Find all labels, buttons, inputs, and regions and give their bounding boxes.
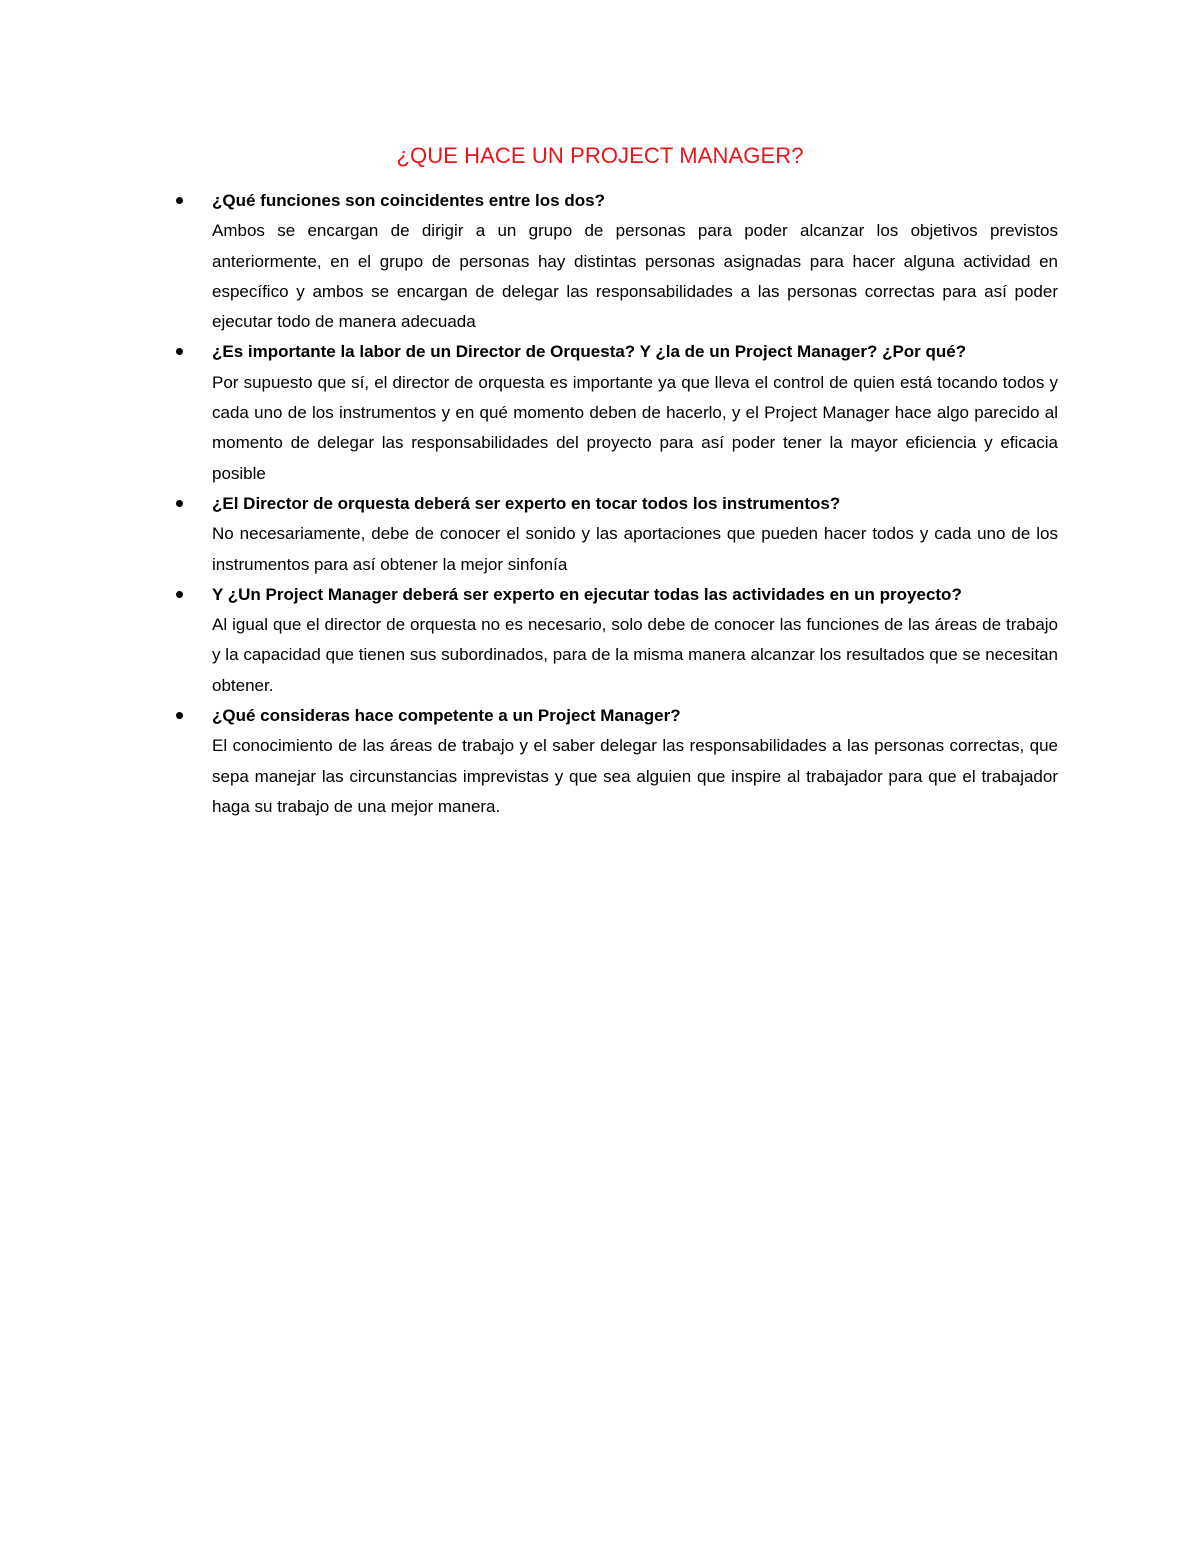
question-text: ¿Qué funciones son coincidentes entre los dos? [212, 191, 605, 210]
bullet-icon [176, 197, 183, 204]
list-item [172, 580, 1058, 701]
answer-text: Ambos se encargan de dirigir a un grupo de personas para poder alcanzar los objetivos previstos anteriormente, en el grupo de personas hay distintas personas asignadas para hacer alguna actividad en específico y ambos se encargan de delegar las responsabilidades a las personas correctas para así poder ejecutar todo de manera adecuada [212, 221, 1058, 332]
answer-text: Por supuesto que sí, el director de orquesta es importante ya que lleva el control de quien está tocando todos y cada uno de los instrumentos y en qué momento deben de hacerlo, y el Project Manager hace algo parecido al momento de delegar las responsabilidades del proyecto para así poder tener la mayor eficiencia y eficacia posible [212, 372, 1058, 483]
answer-text: El conocimiento de las áreas de trabajo y el saber delegar las responsabilidades a las personas correctas, que sepa manejar las circunstancias imprevistas y que sea alguien que inspire al trabajador para que el trabajador haga su trabajo de una mejor manera. [212, 736, 1058, 816]
question-text: Y ¿Un Project Manager deberá ser experto en ejecutar todas las actividades en un proyecto? [212, 584, 962, 604]
list-item [172, 701, 1058, 822]
bullet-icon [176, 348, 183, 355]
list-item [172, 186, 1058, 337]
bullet-icon [176, 591, 183, 598]
bullet-icon [176, 500, 183, 507]
list-item [172, 337, 1058, 488]
bullet-icon [176, 712, 183, 719]
document-title: ¿QUE HACE UN PROJECT MANAGER? [396, 143, 804, 168]
list-item [172, 489, 1058, 580]
question-list [172, 186, 1058, 822]
question-text: ¿Es importante la labor de un Director de Orquesta? Y ¿la de un Project Manager? ¿Por qué? [212, 342, 967, 362]
question-text: ¿El Director de orquesta deberá ser experto en tocar todos los instrumentos? [212, 493, 841, 513]
question-text: ¿Qué consideras hace competente a un Project Manager? [212, 706, 681, 726]
answer-text: No necesariamente, debe de conocer el sonido y las aportaciones que pueden hacer todos y cada uno de los instrumentos para así obtener la mejor sinfonía [212, 524, 1058, 574]
answer-text: Al igual que el director de orquesta no es necesario, solo debe de conocer las funciones de las áreas de trabajo y la capacidad que tienen sus subordinados, para de la misma manera alcanzar los resultados que se necesitan obtener. [212, 615, 1058, 695]
